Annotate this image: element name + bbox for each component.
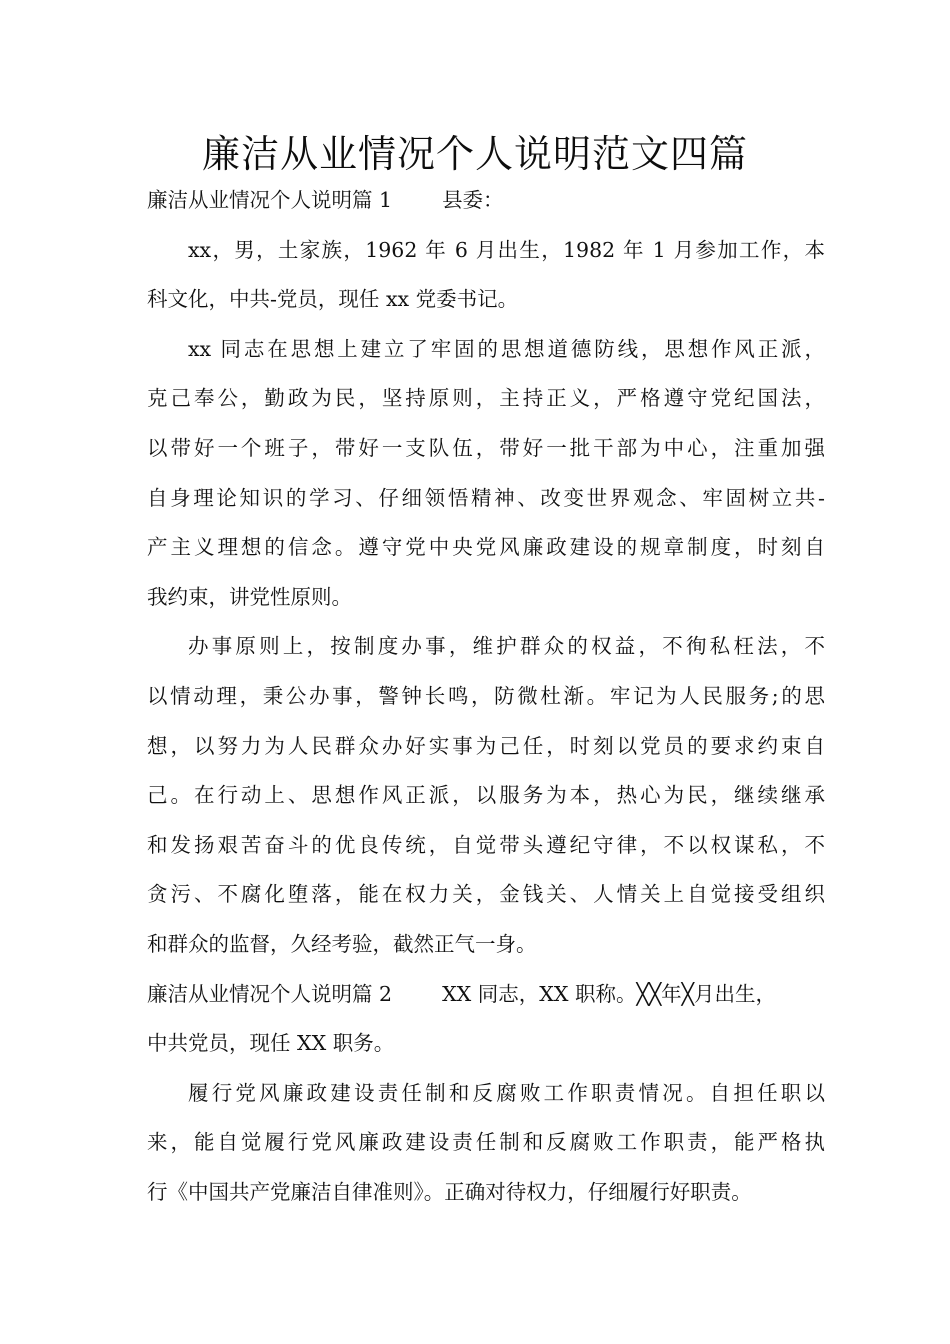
section2-heading: 廉洁从业情况个人说明篇 2: [147, 981, 393, 1006]
paragraph-line: 办事原则上，按制度办事，维护群众的权益，不徇私枉法，不: [188, 634, 825, 659]
paragraph-line: 产主义理想的信念。遵守党中央党风廉政建设的规章制度，时刻自: [147, 535, 825, 560]
section1-heading: 廉洁从业情况个人说明篇 1: [147, 188, 393, 212]
section1-paragraph-3: [147, 622, 825, 969]
section2-paragraph-1: [147, 1069, 825, 1218]
section2-intro-second: 中共党员，现任 XX 职务。: [147, 1031, 395, 1056]
section1-heading-line: [147, 176, 825, 226]
paragraph-line: 和发扬艰苦奋斗的优良传统，自觉带头遵纪守律，不以权谋私，不: [147, 832, 825, 857]
paragraph-line: 和群众的监督，久经考验，截然正气一身。: [147, 931, 537, 956]
paragraph-line: 行《中国共产党廉洁自律准则》。正确对待权力，仔细履行好职责。: [147, 1179, 752, 1204]
document-title: 廉洁从业情况个人说明范文四篇: [201, 132, 748, 176]
paragraph-line: xx 同志在思想上建立了牢固的思想道德防线，思想作风正派，: [188, 336, 825, 361]
section1-paragraph-1: [147, 226, 825, 325]
paragraph-line: 履行党风廉政建设责任制和反腐败工作职责情况。自担任职以: [188, 1080, 825, 1105]
paragraph-line: 想，以努力为人民群众办好实事为己任，时刻以党员的要求约束自: [147, 733, 825, 758]
paragraph-line: 我约束，讲党性原则。: [147, 584, 352, 609]
paragraph-line: 来，能自觉履行党风廉政建设责任制和反腐败工作职责，能严格执: [147, 1130, 825, 1155]
paragraph-line: 以情动理，秉公办事，警钟长鸣，防微杜渐。牢记为人民服务;的思: [147, 683, 825, 708]
paragraph-line: 自身理论知识的学习、仔细领悟精神、改变世界观念、牢固树立共-: [147, 485, 825, 510]
document-body: [147, 176, 825, 1217]
paragraph-line: 以带好一个班子，带好一支队伍，带好一批干部为中心，注重加强: [147, 435, 825, 460]
paragraph-line: xx，男，土家族，1962 年 6 月出生，1982 年 1 月参加工作，本: [188, 237, 825, 262]
paragraph-line: 科文化，中共-党员，现任 xx 党委书记。: [147, 287, 519, 312]
paragraph-line: 己。在行动上、思想作风正派，以服务为本，热心为民，继续继承: [147, 783, 825, 808]
section1-addressee: 县委：: [442, 188, 504, 212]
paragraph-line: 克己奉公，勤政为民，坚持原则，主持正义，严格遵守党纪国法，: [147, 386, 825, 411]
section2-intro-first: XX 同志，XX 职称。╳╳年╳月出生，: [442, 981, 776, 1006]
paragraph-line: 贪污、不腐化堕落，能在权力关，金钱关、人情关上自觉接受组织: [147, 882, 825, 907]
section1-paragraph-2: [147, 325, 825, 623]
section2-heading-line: [147, 970, 825, 1020]
